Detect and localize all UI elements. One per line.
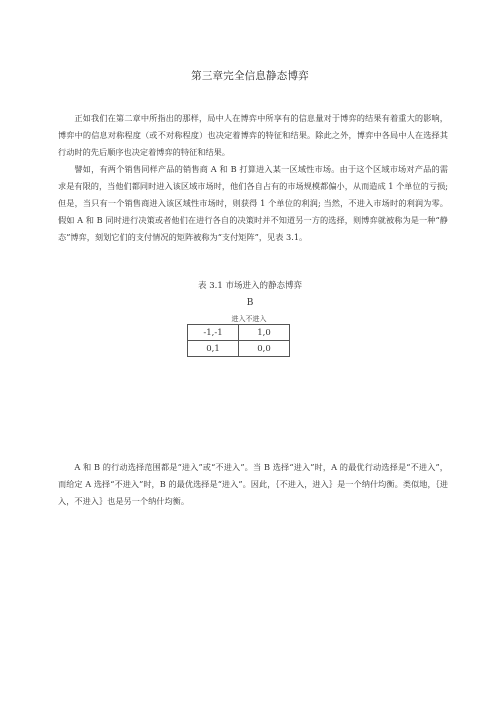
table-row — [188, 341, 290, 357]
payoff-cell: 0,0 — [239, 341, 290, 357]
chapter-title: 第三章完全信息静态博弈 — [191, 70, 309, 82]
payoff-cell: 0,1 — [188, 341, 239, 357]
payoff-cell: 1,0 — [239, 325, 290, 341]
table-caption: 表 3.1 市场进入的静态博弈 — [198, 281, 302, 291]
table-row — [188, 325, 290, 341]
table-column-heads: 进入不进入 — [231, 315, 267, 323]
payoff-matrix — [187, 324, 290, 357]
player-b-label: B — [246, 298, 254, 308]
paragraph-example: 譬如，有两个销售同样产品的销售商 A 和 B 打算进入某一区域性市场。由于这个区域市场对产品的需求是有限的，当他们都同时进入该区域市场时，他们各自占有的市场规模都偏小，从而造成 1 个单位的亏损; 但是，当只有一个销售商进入该区域性市场时，则获得 1 个单位的利润; 当然，不进入市场时的利润为零。假如 A 和 B 同时进行决策或者他们在进行各自的决策时并不知道另一方的选择，则博弈就被称为是一种“静态”博弈，刻划它们的支付情况的矩阵被称为“支付矩阵”，见表 3.1。 — [58, 164, 448, 242]
payoff-cell: -1,-1 — [188, 325, 239, 341]
paragraph-intro: 正如我们在第二章中所指出的那样，局中人在博弈中所享有的信息量对于博弈的结果有着重大的影响，博弈中的信息对称程度（或不对称程度）也决定着博弈的特征和结果。除此之外，博弈中各局中人在选择其行动时的先后顺序也决定着博弈的特征和结果。 — [58, 113, 448, 157]
paragraph-analysis: A 和 B 的行动选择范围都是“进入”或“不进入”。当 B 选择“进入”时，A 的最优行动选择是“不进入”，而给定 A 选择“不进入”时，B 的最优选择是“进入”。因此，｛不进入，进入｝是一个纳什均衡。类似地，｛进入，不进入｝也是另一个纳什均衡。 — [58, 462, 448, 506]
